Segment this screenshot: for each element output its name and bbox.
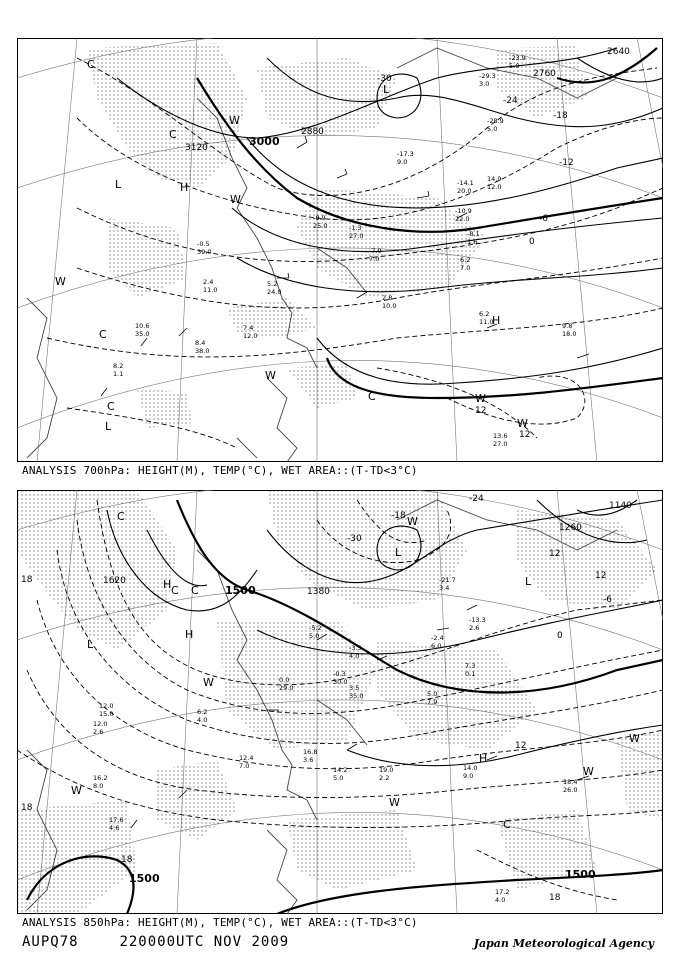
height-label: 2880 xyxy=(301,127,324,137)
cold-symbol: C xyxy=(368,390,376,403)
height-label: 3000 xyxy=(249,135,280,148)
station-temp: -14.1 xyxy=(457,179,474,187)
station-temp: 10.6 xyxy=(135,322,150,330)
station-temp: 7.3 xyxy=(465,662,476,670)
cold-symbol: C xyxy=(191,584,199,597)
station-temp: 14.9 xyxy=(487,175,502,183)
station-temp: 6.2 xyxy=(460,256,471,264)
station-dew: 3.0 xyxy=(479,80,490,88)
station-temp: 9.8 xyxy=(562,322,573,330)
station-dew: 12.0 xyxy=(99,702,114,710)
station-temp: 17.6 xyxy=(109,816,124,824)
low-pressure-symbol: L xyxy=(105,420,112,433)
station-dew: 7.9 xyxy=(427,698,438,706)
caption-850hpa: ANALYSIS 850hPa: HEIGHT(M), TEMP(°C), WET AREA::(T-TD<3°C) xyxy=(22,916,418,929)
station-temp: -10.9 xyxy=(455,207,472,215)
temp-label: -18 xyxy=(553,111,568,121)
caption-700hpa: ANALYSIS 700hPa: HEIGHT(M), TEMP(°C), WET AREA::(T-TD<3°C) xyxy=(22,464,418,477)
station-dew: 4.0 xyxy=(349,652,360,660)
warm-symbol: W xyxy=(265,369,276,382)
station-dew: 2.2 xyxy=(379,774,390,782)
temp-label: -24 xyxy=(503,96,518,106)
station-dew: 4.0 xyxy=(495,896,506,904)
station-temp: 19.0 xyxy=(379,766,394,774)
cold-symbol: C xyxy=(169,128,177,141)
station-temp: 6.2 xyxy=(479,310,490,318)
station-dew: 7.0 xyxy=(239,762,250,770)
station-temp: -0.3 xyxy=(333,670,346,678)
station-dew: 25.0 xyxy=(313,222,328,230)
station-temp: -2.4 xyxy=(431,634,444,642)
station-temp: 8.4 xyxy=(195,339,206,347)
station-dew: 27.0 xyxy=(493,440,508,448)
station-temp: 12.4 xyxy=(239,754,254,762)
temp-label: -18 xyxy=(391,511,406,521)
station-dew: 30.0 xyxy=(333,678,348,686)
height-label: 2760 xyxy=(533,69,556,79)
warm-symbol: W xyxy=(475,392,486,405)
station-dew: 7.0 xyxy=(369,255,380,263)
station-dew: 11.0 xyxy=(479,318,494,326)
cold-symbol: C xyxy=(99,328,107,341)
map-panel-850hpa xyxy=(17,490,663,914)
station-temp: 16.2 xyxy=(93,774,108,782)
station-temp: 7.4 xyxy=(243,324,254,332)
station-dew: 18.0 xyxy=(562,330,577,338)
station-temp: 12.0 xyxy=(93,720,108,728)
station-dew: 9.0 xyxy=(463,772,474,780)
station-dew: 1.6 xyxy=(467,238,478,246)
warm-symbol: W xyxy=(583,765,594,778)
station-dew: 5.0 xyxy=(309,632,320,640)
station-temp: 6.2 xyxy=(197,708,208,716)
chart-id: AUPQ78 xyxy=(22,934,79,950)
station-dew: 6.0 xyxy=(431,642,442,650)
station-temp: -7.9 xyxy=(369,247,382,255)
temp-label: -30 xyxy=(377,74,392,84)
station-dew: 29.0 xyxy=(279,684,294,692)
station-dew: 20.0 xyxy=(457,187,472,195)
cold-symbol: C xyxy=(117,510,125,523)
map-panel-700hpa xyxy=(17,38,663,462)
station-temp: -1.3 xyxy=(349,224,362,232)
station-temp: -23.9 xyxy=(509,54,526,62)
temp-label: 12 xyxy=(475,406,487,416)
temp-label: 18 xyxy=(21,803,33,813)
warm-symbol: W xyxy=(407,515,418,528)
station-dew: 1.1 xyxy=(113,370,124,378)
warm-symbol: W xyxy=(229,114,240,127)
station-temp: 17.2 xyxy=(495,888,510,896)
temp-label: 18 xyxy=(21,575,33,585)
warm-symbol: W xyxy=(230,193,241,206)
temp-label: -24 xyxy=(469,494,484,504)
height-label: 1500 xyxy=(225,584,256,597)
cold-symbol: C xyxy=(87,58,95,71)
station-dew: 5.0 xyxy=(509,62,520,70)
station-temp: 13.6 xyxy=(493,432,508,440)
station-temp: -3.5 xyxy=(349,644,362,652)
warm-symbol: W xyxy=(629,732,640,745)
station-temp: 5.2 xyxy=(267,280,278,288)
temp-label: 18 xyxy=(549,893,561,903)
station-dew: 2.6 xyxy=(469,624,480,632)
station-temp: 5.0 xyxy=(427,690,438,698)
station-temp: 3.5 xyxy=(349,684,360,692)
cold-symbol: C xyxy=(107,400,115,413)
station-dew: 10.0 xyxy=(382,302,397,310)
station-dew: 24.0 xyxy=(267,288,282,296)
station-dew: 27.0 xyxy=(349,232,364,240)
height-label: 3120 xyxy=(185,143,208,153)
warm-symbol: W xyxy=(203,676,214,689)
station-dew: 0.1 xyxy=(465,670,476,678)
station-dew: 35.0 xyxy=(349,692,364,700)
cold-symbol: C xyxy=(503,818,511,831)
valid-time: 220000UTC NOV 2009 xyxy=(119,934,290,950)
high-pressure-symbol: H xyxy=(180,181,189,194)
station-temp: 2.4 xyxy=(203,278,214,286)
station-dew: 26.0 xyxy=(563,786,578,794)
station-temp: -13.3 xyxy=(469,616,486,624)
temp-label: 0 xyxy=(529,237,535,247)
station-dew: 12.0 xyxy=(487,183,502,191)
low-pressure-symbol: L xyxy=(115,178,122,191)
station-temp: -5.2 xyxy=(309,624,322,632)
warm-symbol: W xyxy=(71,784,82,797)
station-dew: 38.0 xyxy=(195,347,210,355)
temp-label: 12 xyxy=(515,741,527,751)
station-temp: 14.2 xyxy=(333,766,348,774)
height-label: 1140 xyxy=(609,501,632,511)
chart-id-and-time xyxy=(22,934,289,950)
low-pressure-symbol: L xyxy=(395,546,402,559)
station-dew: 4.6 xyxy=(109,824,120,832)
height-label: 1380 xyxy=(307,587,330,597)
temp-label: -6 xyxy=(539,214,548,224)
high-pressure-symbol: H xyxy=(479,752,488,765)
agency-credit: Japan Meteorological Agency xyxy=(473,937,654,950)
station-dew: 8.0 xyxy=(93,782,104,790)
station-dew: 12.0 xyxy=(243,332,258,340)
station-dew: 5.0 xyxy=(487,125,498,133)
station-dew: 35.0 xyxy=(135,330,150,338)
height-label: 1260 xyxy=(559,523,582,533)
low-pressure-symbol: L xyxy=(87,638,94,651)
station-temp: -8.1 xyxy=(467,230,480,238)
station-dew: 11.0 xyxy=(203,286,218,294)
station-temp: -29.3 xyxy=(479,72,496,80)
temp-label: -6 xyxy=(603,595,612,605)
station-dew: 3.6 xyxy=(303,756,314,764)
temp-label: 0 xyxy=(557,631,563,641)
station-temp: 14.0 xyxy=(463,764,478,772)
temp-label: 12 xyxy=(549,549,561,559)
station-dew: 3.4 xyxy=(439,584,450,592)
temp-label: -12 xyxy=(559,158,574,168)
station-dew: 9.0 xyxy=(397,158,408,166)
station-dew: 22.0 xyxy=(455,215,470,223)
warm-symbol: W xyxy=(389,796,400,809)
warm-symbol: W xyxy=(55,275,66,288)
low-pressure-symbol: L xyxy=(525,575,532,588)
station-dew: 39.0 xyxy=(197,248,212,256)
low-pressure-symbol: L xyxy=(383,83,390,96)
station-temp: -21.7 xyxy=(439,576,456,584)
high-pressure-symbol: H xyxy=(163,578,172,591)
station-temp: 2.8 xyxy=(382,294,393,302)
station-temp: 15.0 xyxy=(99,710,114,718)
temp-label: 18 xyxy=(121,855,133,865)
station-temp: -17.3 xyxy=(397,150,414,158)
temp-label: 12 xyxy=(595,571,607,581)
height-label: 2640 xyxy=(607,47,630,57)
station-dew: 5.0 xyxy=(333,774,344,782)
station-temp: 16.8 xyxy=(303,748,318,756)
station-temp: -8.9 xyxy=(313,214,326,222)
temp-label: -30 xyxy=(347,534,362,544)
high-pressure-symbol: H xyxy=(185,628,194,641)
cold-symbol: C xyxy=(171,584,179,597)
height-label: 1620 xyxy=(103,576,126,586)
station-dew: 7.0 xyxy=(460,264,471,272)
station-temp: -28.9 xyxy=(487,117,504,125)
temp-label: 12 xyxy=(519,430,531,440)
warm-symbol: W xyxy=(517,417,528,430)
map-850hpa xyxy=(17,490,663,914)
station-dew: 2.6 xyxy=(93,728,104,736)
station-temp: 8.2 xyxy=(113,362,124,370)
high-pressure-symbol: H xyxy=(492,314,501,327)
station-dew: 4.0 xyxy=(197,716,208,724)
height-label: 1500 xyxy=(565,868,596,881)
station-temp: -0.5 xyxy=(197,240,210,248)
station-temp: 18.4 xyxy=(563,778,578,786)
height-label: 1500 xyxy=(129,872,160,885)
map-700hpa xyxy=(17,38,663,462)
station-temp: 0.0 xyxy=(279,676,290,684)
